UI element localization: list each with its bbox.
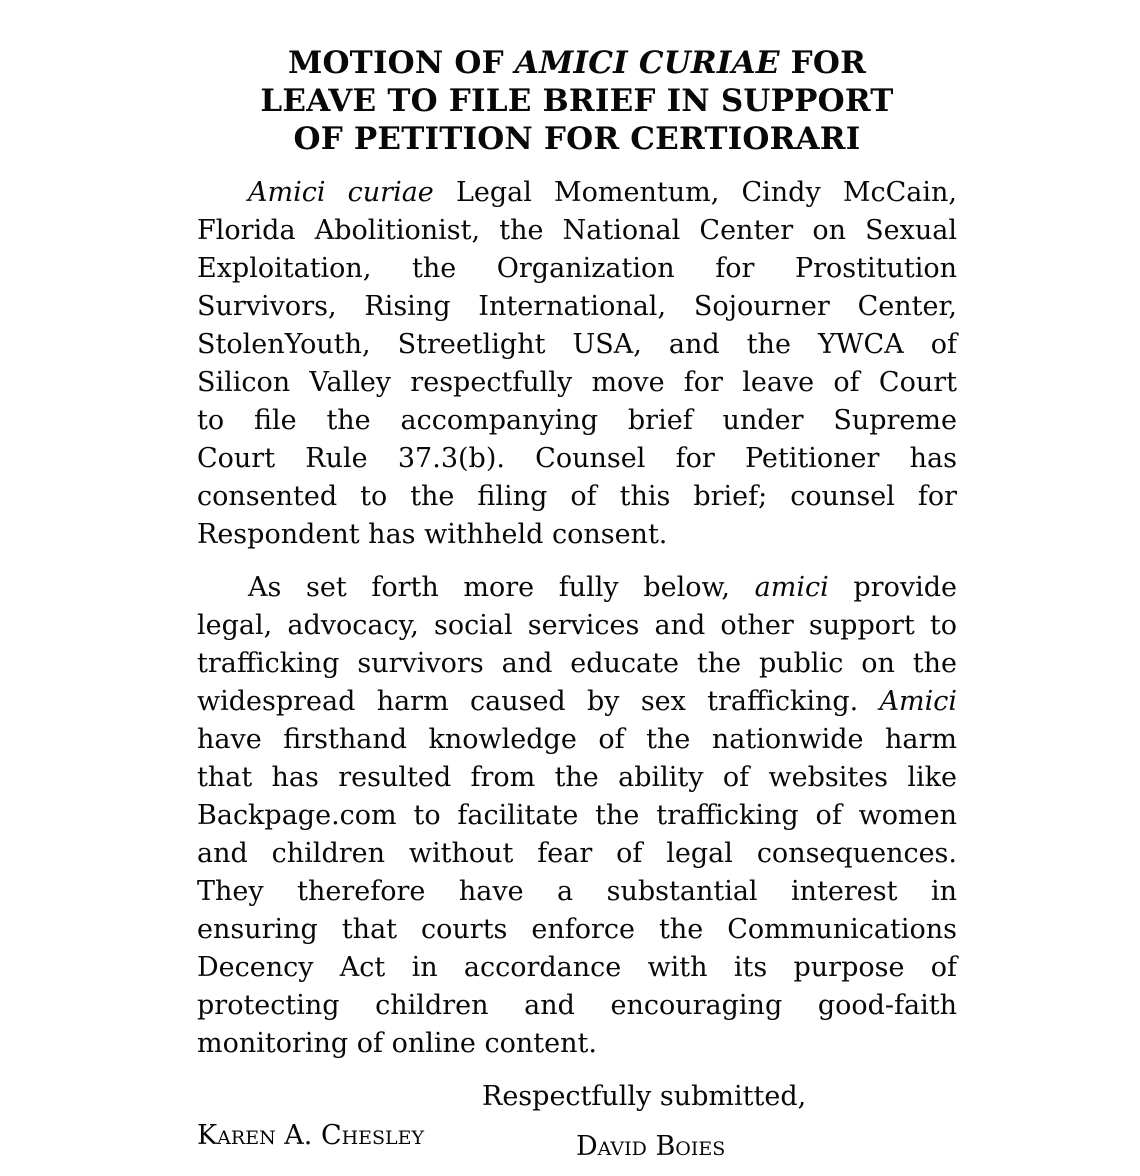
title-line — [197, 120, 957, 158]
text-line — [197, 364, 957, 402]
text-segment: to file the accompanying brief under Supreme — [197, 405, 957, 436]
text-segment: consented to the filing of this brief; counsel for — [197, 481, 957, 512]
text-line — [197, 478, 957, 516]
text-segment: have firsthand knowledge of the nationwide harm — [197, 724, 957, 755]
text-segment: Silicon Valley respectfully move for leave of Court — [197, 367, 957, 398]
italic-text-segment: amici — [754, 572, 829, 603]
title-line — [197, 82, 957, 120]
text-segment: They therefore have a substantial interest in — [197, 876, 957, 907]
text-line — [197, 645, 957, 683]
text-line — [197, 326, 957, 364]
italic-text-segment: Amici curiae — [248, 177, 434, 208]
text-segment: legal, advocacy, social services and other support to — [197, 610, 957, 641]
text-line — [197, 873, 957, 911]
text-line — [197, 174, 957, 212]
text-segment: Legal Momentum, Cindy McCain, — [433, 177, 957, 208]
counsel-name-left: Karen A. Chesley — [197, 1120, 425, 1151]
text-segment: Decency Act in accordance with its purpose of — [197, 952, 957, 983]
text-line — [197, 440, 957, 478]
text-line — [197, 607, 957, 645]
text-segment: MOTION OF — [287, 45, 515, 81]
text-line — [197, 759, 957, 797]
text-line — [197, 911, 957, 949]
text-segment: Florida Abolitionist, the National Center on Sexual — [197, 215, 957, 246]
text-line — [197, 683, 957, 721]
text-segment: OF PETITION FOR CERTIORARI — [293, 121, 861, 157]
text-segment: FOR — [779, 45, 867, 81]
italic-text-segment: Amici — [879, 686, 957, 717]
paragraph — [197, 569, 957, 1063]
text-segment: and children without fear of legal consequences. — [197, 838, 957, 869]
text-line — [197, 402, 957, 440]
text-segment: Backpage.com to facilitate the trafficking of women — [197, 800, 957, 831]
italic-text-segment: AMICI CURIAE — [514, 45, 780, 81]
text-segment: ensuring that courts enforce the Communications — [197, 914, 957, 945]
text-segment: Survivors, Rising International, Sojourner Center, — [197, 291, 957, 322]
text-segment: that has resulted from the ability of websites like — [197, 762, 957, 793]
text-segment: provide — [828, 572, 957, 603]
body-paragraphs — [197, 174, 957, 1063]
text-line — [197, 212, 957, 250]
title-line — [197, 44, 957, 82]
text-segment: Exploitation, the Organization for Prostitution — [197, 253, 957, 284]
text-segment: monitoring of online content. — [197, 1028, 597, 1059]
text-segment: Court Rule 37.3(b). Counsel for Petitioner has — [197, 443, 957, 474]
text-segment: protecting children and encouraging good-faith — [197, 990, 957, 1021]
document-content — [197, 44, 957, 1176]
text-line — [197, 949, 957, 987]
text-segment: As set forth more fully below, — [248, 572, 755, 603]
text-line — [197, 797, 957, 835]
document-title — [197, 44, 957, 158]
text-segment: trafficking survivors and educate the public on the — [197, 648, 957, 679]
respectfully-submitted-line: Respectfully submitted, — [482, 1081, 807, 1112]
text-segment: Respondent has withheld consent. — [197, 519, 668, 550]
text-line — [197, 569, 957, 607]
text-line — [197, 721, 957, 759]
text-line — [197, 835, 957, 873]
text-segment: LEAVE TO FILE BRIEF IN SUPPORT — [260, 83, 894, 119]
text-line — [197, 250, 957, 288]
text-segment: StolenYouth, Streetlight USA, and the YWCA of — [197, 329, 957, 360]
text-line — [197, 288, 957, 326]
text-segment: widespread harm caused by sex trafficking. — [197, 686, 880, 717]
signature-block — [197, 1078, 957, 1176]
counsel-names-row — [197, 1116, 957, 1176]
counsel-name-right: David Boies — [576, 1131, 726, 1162]
text-line — [197, 987, 957, 1025]
paragraph — [197, 174, 957, 554]
